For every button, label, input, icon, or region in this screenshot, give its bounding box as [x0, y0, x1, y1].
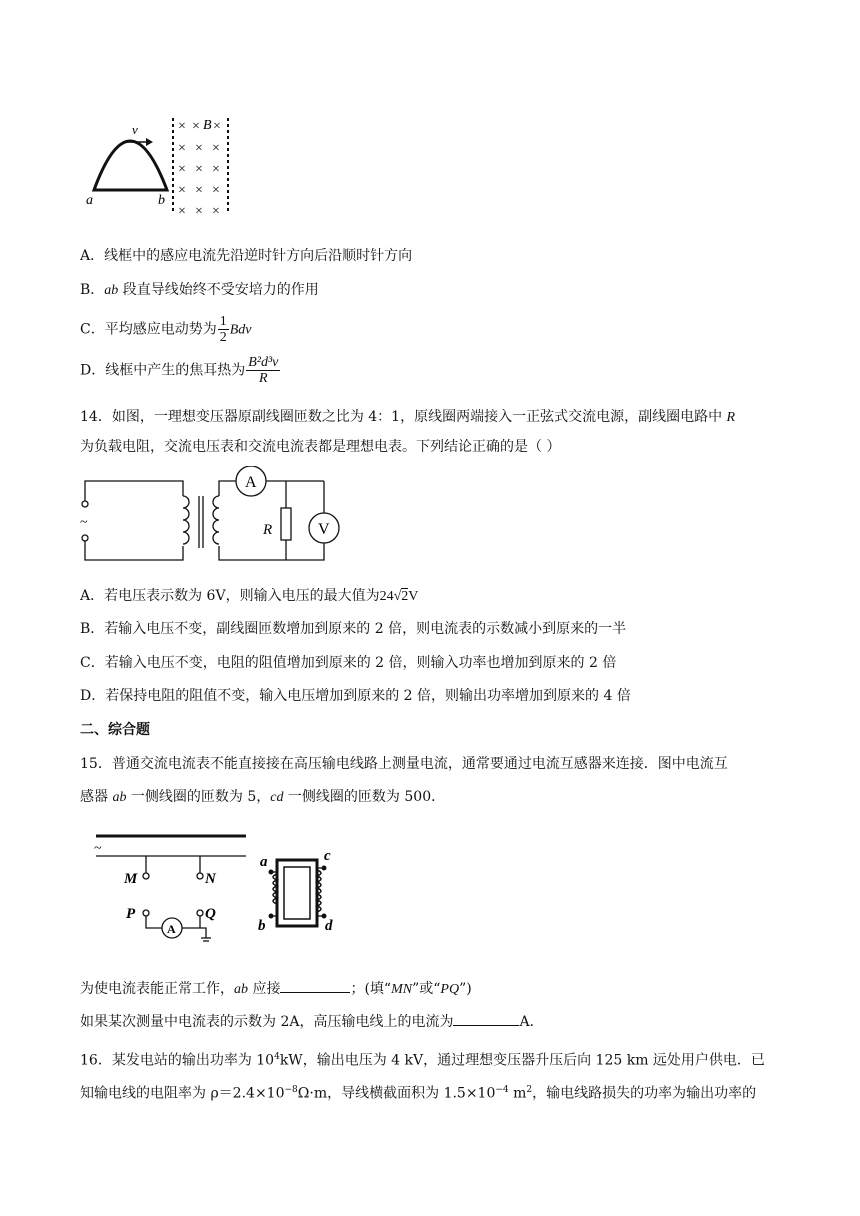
answer-blank-2[interactable] [453, 1011, 519, 1026]
svg-text:×: × [178, 119, 186, 134]
q14-stem-line1: 14．如图，一理想变压器原副线圈匝数之比为 4：1，原线圈两端接入一正弦式交流电源，副线圈电路中 R [80, 409, 736, 425]
q13-option-d: D．线框中产生的焦耳热为 $\frac{\text{B²d³v}}{R}$ [80, 355, 279, 386]
terminal-p-label: P [126, 906, 136, 922]
svg-text:×: × [212, 141, 220, 156]
terminal-b-label: b [258, 918, 266, 934]
terminal-n-label: N [205, 871, 216, 887]
q16-stem-line1: 16．某发电站的输出功率为 $10^4kW$，输出电压为 4 kV，通过理想变压器升压后向 125 km 远处用户供电．已 [80, 1052, 765, 1069]
loop-in-magnetic-field-figure [82, 112, 242, 220]
svg-text:×: × [178, 183, 186, 198]
ac-source-symbol: ~ [80, 515, 88, 530]
point-a-label: a [86, 193, 93, 208]
svg-text:×: × [195, 162, 203, 177]
voltmeter-label: V [318, 521, 330, 538]
current-transformer-figure [88, 830, 348, 950]
section-heading: 二、综合题 [80, 722, 150, 738]
svg-text:×: × [212, 183, 220, 198]
svg-text:×: × [195, 204, 203, 219]
ac-line-symbol: ~ [94, 841, 102, 856]
q13-option-a: A．线框中的感应电流先沿逆时针方向后沿顺时针方向 [80, 248, 413, 264]
svg-text:×: × [178, 141, 186, 156]
q14-option-b: B．若输入电压不变，副线圈匝数增加到原来的 2 倍，则电流表的示数减小到原来的一半 [80, 621, 627, 637]
q15-blank-2-line: 如果某次测量中电流表的示数为 2A，高压输电线上的电流为 A． [80, 1011, 544, 1033]
q16-stem-line2: 知输电线的电阻率为 $\rho=2.4\times 10^{-8}\Omega\cdot m$，导线横截面积为 $1.5\times 10^{-4}$ $m^2$，输电线路损失的功率为输出功率的 [80, 1085, 757, 1102]
svg-text:×: × [195, 141, 203, 156]
field-b-label: B [203, 118, 212, 133]
q13-option-c: C．平均感应电动势为 $\frac{1}{2}$ Bdv [80, 314, 252, 345]
terminal-q-label: Q [205, 906, 216, 922]
q14-option-d: D．若保持电阻的阻值不变，输入电压增加到原来的 2 倍，则输出功率增加到原来的 4 倍 [80, 688, 631, 704]
svg-text:×: × [178, 162, 186, 177]
svg-text:×: × [195, 183, 203, 198]
svg-text:×: × [178, 204, 186, 219]
answer-blank-1[interactable] [280, 978, 350, 993]
svg-text:×: × [212, 162, 220, 177]
q14-stem-line2: 为负载电阻，交流电压表和交流电流表都是理想电表。下列结论正确的是（ ） [80, 439, 561, 455]
q15-blank-1-line: 为使电流表能正常工作，ab 应接 ；(填“MN”或“PQ”) [80, 978, 472, 1001]
q14-option-a: A．若电压表示数为 6V，则输入电压的最大值为24√2V [80, 588, 419, 604]
terminal-a-label: a [260, 854, 268, 870]
resistor-label: R [263, 522, 273, 538]
q14-option-c: C．若输入电压不变，电阻的阻值增加到原来的 2 倍，则输入功率也增加到原来的 2 倍 [80, 655, 617, 671]
ammeter-label: A [245, 474, 257, 491]
q15-stem-line2: 感器 ab 一侧线圈的匝数为 5，cd 一侧线圈的匝数为 500． [80, 789, 446, 805]
svg-text:×: × [192, 119, 200, 134]
q15-stem-line1: 15．普通交流电流表不能直接接在高压输电线路上测量电流，通常要通过电流互感器来连接．图中电流互 [80, 756, 728, 772]
q13-option-b: B．ab 段直导线始终不受安培力的作用 [80, 282, 319, 298]
svg-text:×: × [213, 119, 221, 134]
transformer-circuit-figure [76, 466, 346, 578]
velocity-label: v [132, 122, 138, 137]
svg-text:×: × [212, 204, 220, 219]
point-b-label: b [158, 193, 165, 208]
terminal-c-label: c [324, 848, 331, 864]
terminal-m-label: M [124, 871, 138, 887]
terminal-d-label: d [325, 918, 333, 934]
ammeter-label: A [167, 922, 176, 936]
